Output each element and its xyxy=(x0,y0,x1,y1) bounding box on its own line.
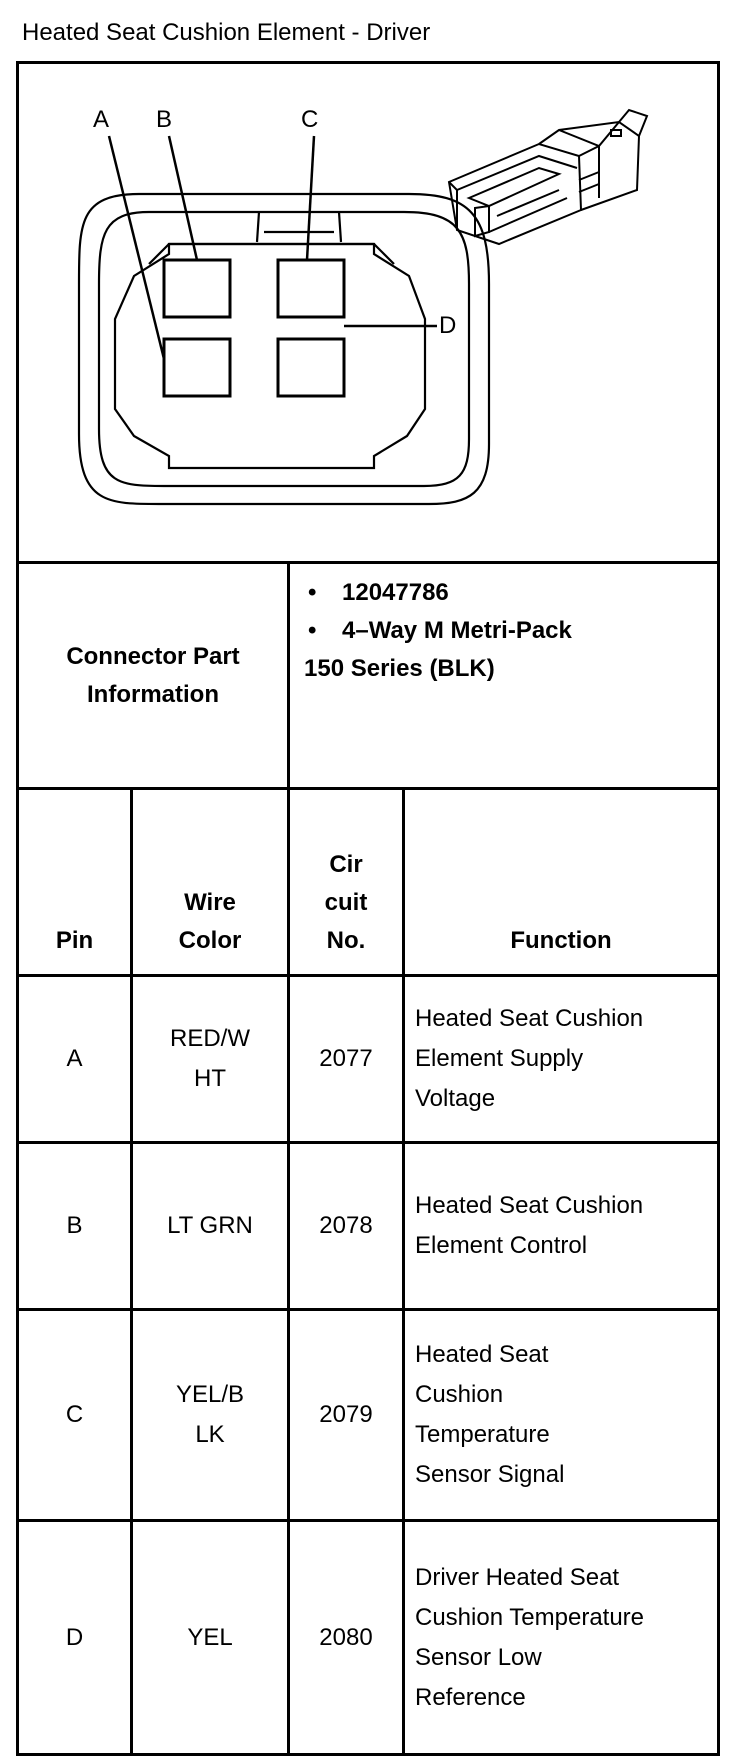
pin-cavity-b xyxy=(164,260,230,317)
pin-label-c: C xyxy=(301,106,319,133)
row-c-pin-text: C xyxy=(65,1401,84,1428)
row-a-pin xyxy=(19,977,130,1141)
row-b-wire-color xyxy=(133,1144,287,1308)
row-c-function-text: Heated Seat Cushion Temperature Sensor Signal xyxy=(415,1341,565,1488)
header-function xyxy=(405,790,717,974)
part-number-item xyxy=(304,574,714,612)
row-b-function-text: Heated Seat Cushion Element Control xyxy=(415,1192,644,1259)
header-wire-color xyxy=(133,790,287,974)
row-c-pin xyxy=(19,1311,130,1519)
connector-type-item xyxy=(304,612,714,650)
header-pin xyxy=(19,790,130,974)
connector-info-label-text: Connector Part Information xyxy=(66,642,240,708)
row-a-circuit-text: 2077 xyxy=(319,1045,373,1072)
pin-label-a: A xyxy=(93,106,110,133)
row-a-wire-color xyxy=(133,977,287,1141)
row-b-wire-color-text: LT GRN xyxy=(167,1212,253,1239)
bullet-icon: • xyxy=(308,579,317,606)
part-number: 12047786 xyxy=(342,579,449,606)
row-b-function xyxy=(405,1144,717,1308)
row-d-function xyxy=(405,1522,717,1753)
pin-label-b: B xyxy=(156,106,173,133)
connector-diagram xyxy=(19,64,717,561)
pin-cavity-c xyxy=(278,260,344,317)
row-c-wire-color-text: YEL/B LK xyxy=(175,1381,245,1448)
row-b-circuit xyxy=(290,1144,402,1308)
row-d-wire-color-text: YEL xyxy=(187,1623,233,1651)
connector-info-label xyxy=(19,564,287,787)
pin-cavity-d xyxy=(278,339,344,396)
connector-series: 150 Series (BLK) xyxy=(304,655,495,682)
bullet-icon: • xyxy=(308,617,317,644)
pin-label-d: D xyxy=(439,312,457,339)
page-title: Heated Seat Cushion Element - Driver xyxy=(22,19,431,46)
row-c-function xyxy=(405,1311,717,1519)
header-function-text: Function xyxy=(510,927,612,954)
row-d-pin-text: D xyxy=(65,1623,84,1651)
row-d-pin xyxy=(19,1522,130,1753)
row-a-pin-text: A xyxy=(66,1045,83,1072)
row-b-pin-text: B xyxy=(66,1212,83,1239)
connector-type: 4–Way M Metri-Pack xyxy=(342,617,572,644)
row-d-function-text: Driver Heated Seat Cushion Temperature Sensor Low Reference xyxy=(415,1563,645,1711)
header-pin-text: Pin xyxy=(55,927,94,954)
row-a-wire-color-text: RED/W HT xyxy=(170,1025,250,1092)
row-d-wire-color xyxy=(133,1522,287,1753)
table-bottom-border xyxy=(16,1753,720,1756)
connector-part-info xyxy=(304,574,714,688)
row-b-circuit-text: 2078 xyxy=(319,1212,373,1239)
header-circuit-no-text: Cir cuit No. xyxy=(324,851,368,954)
row-c-circuit xyxy=(290,1311,402,1519)
row-d-circuit-text: 2080 xyxy=(319,1623,373,1651)
header-circuit-no xyxy=(290,790,402,974)
row-a-function xyxy=(405,977,717,1141)
row-a-function-text: Heated Seat Cushion Element Supply Voltage xyxy=(415,1005,644,1112)
header-wire-color-text: Wire Color xyxy=(178,889,242,954)
row-a-circuit xyxy=(290,977,402,1141)
row-c-wire-color xyxy=(133,1311,287,1519)
row-c-circuit-text: 2079 xyxy=(319,1401,373,1428)
row-b-pin xyxy=(19,1144,130,1308)
pin-cavity-a xyxy=(164,339,230,396)
row-d-circuit xyxy=(290,1522,402,1753)
